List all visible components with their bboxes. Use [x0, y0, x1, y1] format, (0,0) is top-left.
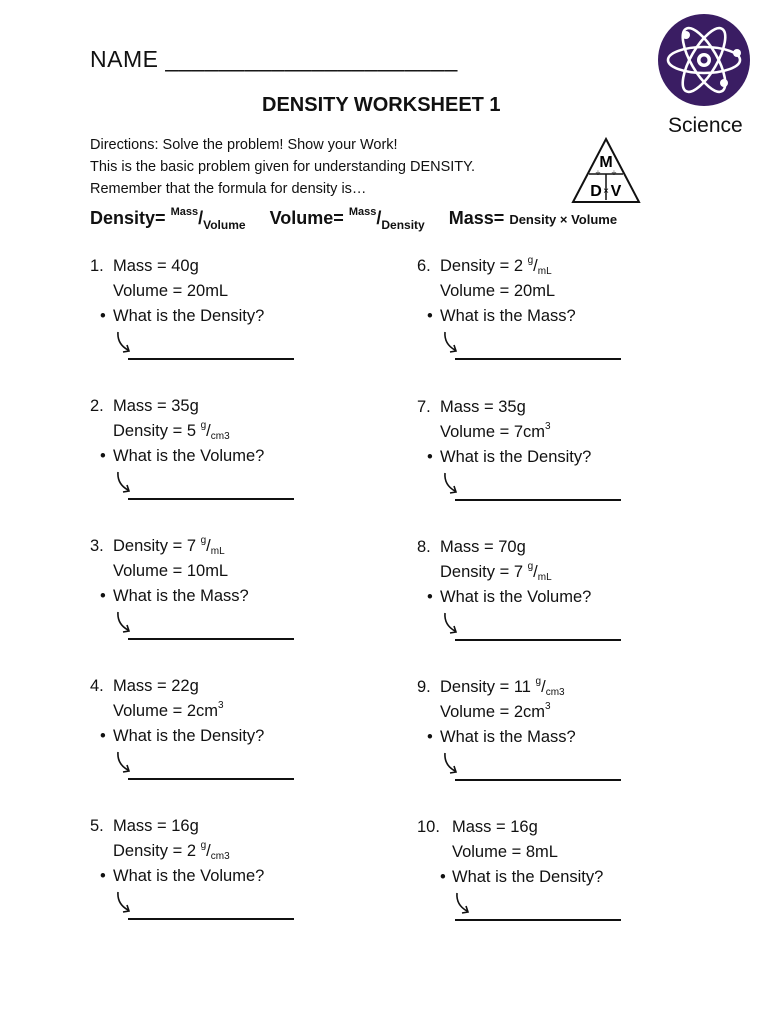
unit-denominator: mL — [210, 546, 225, 557]
problem-number: 1. — [90, 257, 104, 275]
bullet-icon: • — [100, 727, 106, 745]
triangle-times: × — [603, 186, 609, 197]
problem-7-line-1 — [417, 395, 717, 420]
problem-number: 7. — [417, 398, 431, 416]
volume-formula-numerator: Mass — [348, 206, 377, 218]
problem-number: 8. — [417, 538, 431, 556]
problem-6-line-1 — [417, 254, 717, 279]
problem-4 — [90, 674, 390, 749]
question-text: What is the Density? — [113, 307, 265, 325]
unit-slash: / — [206, 842, 211, 860]
problem-5 — [90, 814, 390, 889]
triangle-div-right: ÷ — [611, 168, 617, 178]
problem-question — [90, 724, 390, 749]
problem-given-value: Mass = 22g — [113, 677, 199, 695]
worksheet-title: DENSITY WORKSHEET 1 — [262, 94, 501, 116]
density-formula-label: Density= — [90, 208, 166, 228]
problem-given-value: Density = 5 — [113, 422, 201, 440]
curved-arrow-icon — [114, 890, 134, 918]
unit-slash: / — [533, 563, 538, 581]
bullet-icon: • — [440, 868, 446, 886]
problem-question — [417, 585, 717, 610]
unit-numerator: g — [527, 255, 534, 266]
problem-8-line-1 — [417, 535, 717, 560]
question-text: What is the Density? — [452, 868, 604, 886]
problem-given-value: Density = 7 — [113, 537, 201, 555]
question-text: What is the Density? — [440, 448, 592, 466]
answer-line[interactable] — [455, 358, 621, 360]
answer-line[interactable] — [128, 498, 294, 500]
problem-2-line-2 — [90, 419, 390, 444]
unit-numerator: g — [200, 535, 207, 546]
problem-9-line-1 — [417, 675, 717, 700]
problem-10-line-1 — [417, 815, 717, 840]
answer-line[interactable] — [455, 919, 621, 921]
problem-6-line-2 — [417, 279, 717, 304]
triangle-div-left: ÷ — [595, 168, 601, 178]
problem-1-line-2 — [90, 279, 390, 304]
volume-formula-denominator: Density — [381, 218, 425, 232]
unit-denominator: cm3 — [210, 431, 230, 442]
question-text: What is the Mass? — [113, 587, 249, 605]
problem-9 — [417, 675, 717, 750]
name-field[interactable]: NAME ______________________ — [90, 46, 458, 72]
problem-number: 9. — [417, 678, 431, 696]
problem-10 — [417, 815, 717, 890]
problem-8-line-2 — [417, 560, 717, 585]
problem-8 — [417, 535, 717, 610]
unit-slash: / — [541, 678, 546, 696]
problem-7-line-2 — [417, 420, 717, 445]
problem-number: 3. — [90, 537, 104, 555]
problem-6 — [417, 254, 717, 329]
problem-number: 5. — [90, 817, 104, 835]
unit-numerator: g — [200, 420, 207, 431]
curved-arrow-icon — [441, 611, 461, 639]
problem-number: 2. — [90, 397, 104, 415]
question-text: What is the Volume? — [113, 447, 265, 465]
mass-formula-expression: Density × Volume — [509, 212, 618, 227]
problem-given-value: Mass = 35g — [440, 398, 526, 416]
volume-formula-slash: / — [376, 208, 382, 228]
volume-formula-label: Volume= — [269, 208, 344, 228]
curved-arrow-icon — [441, 471, 461, 499]
curved-arrow-icon — [114, 330, 134, 358]
problem-given-value: Volume = 20mL — [440, 282, 556, 300]
density-formula-denominator: Volume — [203, 218, 246, 232]
question-text: What is the Mass? — [440, 307, 576, 325]
problem-question — [417, 445, 717, 470]
triangle-mass: M — [599, 154, 613, 171]
unit-slash: / — [206, 537, 211, 555]
problem-question — [417, 865, 717, 890]
problem-question — [90, 444, 390, 469]
unit-exponent: 3 — [218, 700, 224, 711]
curved-arrow-icon — [441, 330, 461, 358]
problem-question — [90, 584, 390, 609]
problem-given-value: Mass = 40g — [113, 257, 199, 275]
curved-arrow-icon — [453, 891, 473, 919]
answer-line[interactable] — [128, 358, 294, 360]
bullet-icon: • — [427, 588, 433, 606]
curved-arrow-icon — [441, 751, 461, 779]
unit-exponent: 3 — [545, 421, 551, 432]
problem-number: 6. — [417, 257, 431, 275]
density-triangle-icon — [570, 136, 642, 206]
problem-given-value: Density = 11 — [440, 678, 536, 696]
problem-given-value: Density = 2 — [440, 257, 528, 275]
question-text: What is the Volume? — [113, 867, 265, 885]
unit-denominator: cm3 — [210, 851, 230, 862]
problem-3-line-2 — [90, 559, 390, 584]
problem-question — [90, 304, 390, 329]
problem-4-line-1 — [90, 674, 390, 699]
problem-number: 10. — [417, 818, 440, 836]
question-text: What is the Density? — [113, 727, 265, 745]
formula-line — [90, 206, 617, 232]
logo-label: Science — [668, 114, 743, 137]
problem-3-line-1 — [90, 534, 390, 559]
unit-denominator: mL — [537, 572, 552, 583]
problem-given-value: Volume = 8mL — [452, 843, 558, 861]
problem-given-value: Mass = 16g — [113, 817, 199, 835]
bullet-icon: • — [100, 447, 106, 465]
triangle-density: D — [590, 183, 602, 200]
unit-numerator: g — [527, 561, 534, 572]
problem-given-value: Volume = 10mL — [113, 562, 229, 580]
answer-line[interactable] — [455, 499, 621, 501]
problem-9-line-2 — [417, 700, 717, 725]
unit-denominator: cm3 — [545, 687, 565, 698]
mass-formula-label: Mass= — [448, 208, 505, 228]
answer-line[interactable] — [455, 639, 621, 641]
problem-given-value: Volume = 7cm — [440, 423, 546, 441]
unit-denominator: mL — [537, 266, 552, 277]
directions-line-3: Remember that the formula for density is… — [90, 181, 367, 197]
unit-slash: / — [533, 257, 538, 275]
problem-2 — [90, 394, 390, 469]
bullet-icon: • — [427, 448, 433, 466]
problem-5-line-2 — [90, 839, 390, 864]
curved-arrow-icon — [114, 610, 134, 638]
problem-given-value: Density = 7 — [440, 563, 528, 581]
problem-given-value: Density = 2 — [113, 842, 201, 860]
problem-question — [90, 864, 390, 889]
unit-exponent: 3 — [545, 701, 551, 712]
density-formula-numerator: Mass — [170, 206, 199, 218]
answer-line[interactable] — [128, 638, 294, 640]
bullet-icon: • — [100, 867, 106, 885]
answer-line[interactable] — [128, 918, 294, 920]
problem-given-value: Volume = 20mL — [113, 282, 229, 300]
directions-line-1: Directions: Solve the problem! Show your Work! — [90, 137, 398, 153]
unit-slash: / — [206, 422, 211, 440]
unit-numerator: g — [535, 676, 542, 687]
problem-2-line-1 — [90, 394, 390, 419]
question-text: What is the Volume? — [440, 588, 592, 606]
problem-question — [417, 725, 717, 750]
unit-numerator: g — [200, 840, 207, 851]
bullet-icon: • — [100, 307, 106, 325]
bullet-icon: • — [427, 728, 433, 746]
problem-number: 4. — [90, 677, 104, 695]
atom-logo-icon — [657, 13, 751, 107]
problem-given-value: Mass = 35g — [113, 397, 199, 415]
problem-5-line-1 — [90, 814, 390, 839]
curved-arrow-icon — [114, 470, 134, 498]
problem-given-value: Mass = 70g — [440, 538, 526, 556]
bullet-icon: • — [100, 587, 106, 605]
answer-line[interactable] — [455, 779, 621, 781]
problem-question — [417, 304, 717, 329]
problem-given-value: Mass = 16g — [452, 818, 538, 836]
density-formula-slash: / — [198, 208, 204, 228]
directions-line-2: This is the basic problem given for understanding DENSITY. — [90, 159, 475, 175]
problem-10-line-2 — [417, 840, 717, 865]
curved-arrow-icon — [114, 750, 134, 778]
question-text: What is the Mass? — [440, 728, 576, 746]
problem-given-value: Volume = 2cm — [440, 703, 546, 721]
problem-1-line-1 — [90, 254, 390, 279]
answer-line[interactable] — [128, 778, 294, 780]
problem-7 — [417, 395, 717, 470]
problem-4-line-2 — [90, 699, 390, 724]
problem-3 — [90, 534, 390, 609]
bullet-icon: • — [427, 307, 433, 325]
problem-1 — [90, 254, 390, 329]
triangle-volume: V — [610, 183, 622, 200]
problem-given-value: Volume = 2cm — [113, 702, 219, 720]
